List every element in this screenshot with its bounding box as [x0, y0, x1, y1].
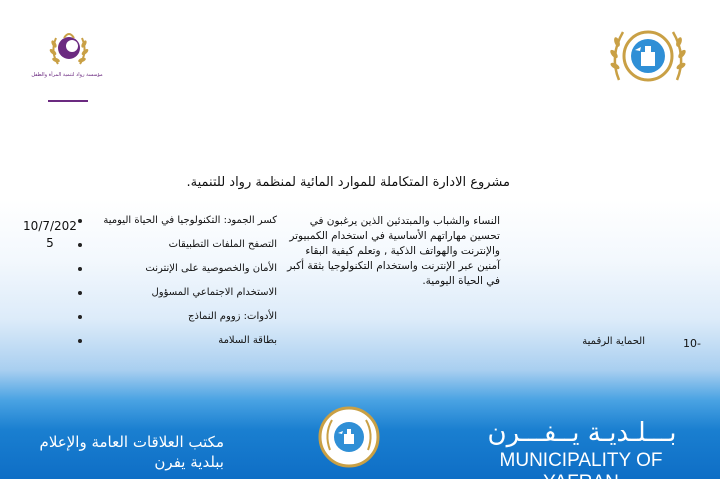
- municipality-seal-icon: [605, 20, 691, 96]
- bullet-icon: [78, 315, 82, 319]
- date-line-2: 5: [46, 236, 54, 250]
- office-line-2: ببلدية يفرن: [154, 453, 224, 471]
- item-number: 10-: [683, 337, 701, 350]
- list-item-text: بطاقة السلامة: [218, 335, 277, 346]
- paragraph-line: آمنين عبر الإنترنت واستخدام التكنولوجيا بثقة أكبر: [287, 260, 500, 272]
- paragraph-line: والإنترنت والهواتف الذكية , وتعلم كيفية البقاء: [305, 245, 500, 257]
- list-item: [84, 286, 279, 310]
- list-item: [84, 214, 279, 238]
- bullet-icon: [78, 243, 82, 247]
- list-item: [84, 238, 279, 262]
- bullet-icon: [78, 291, 82, 295]
- paragraph-line: النساء والشباب والمبتدئين الذين يرغبون في: [309, 215, 500, 227]
- list-item-text: الاستخدام الاجتماعي المسؤول: [151, 287, 277, 298]
- list-item: [84, 262, 279, 286]
- footer-seal-icon: [318, 406, 380, 468]
- municipality-name-arabic: بـــلـديـة يــفـــرن: [487, 418, 677, 448]
- session-date: [20, 218, 80, 252]
- organization-underline: [48, 100, 88, 102]
- item-label: الحماية الرقمية: [582, 336, 645, 347]
- list-item-text: الأدوات: زووم النماذج: [188, 311, 277, 322]
- list-item: [84, 310, 279, 334]
- list-item: [84, 334, 279, 358]
- municipality-name-english: MUNICIPALITY OF YAFRAN: [499, 450, 663, 493]
- list-item-text: الأمان والخصوصية على الإنترنت: [145, 263, 277, 274]
- bullet-icon: [78, 219, 82, 223]
- list-item-text: التصفح الملفات التطبيقات: [168, 239, 277, 250]
- target-audience-paragraph: [286, 214, 500, 289]
- paragraph-line: في الحياة اليومية.: [422, 275, 500, 287]
- bullet-icon: [78, 267, 82, 271]
- agenda-list: [84, 214, 279, 358]
- date-line-1: 10/7/202: [23, 219, 77, 233]
- bullet-icon: [78, 339, 82, 343]
- paragraph-line: تحسين مهاراتهم الأساسية في استخدام الكمبيوتر: [289, 230, 500, 242]
- list-item-text: كسر الجمود: التكنولوجيا في الحياة اليومية: [103, 215, 277, 226]
- office-line-1: مكتب العلاقات العامة والإعلام: [39, 433, 224, 451]
- office-caption: [24, 432, 224, 472]
- organization-caption: مؤسسة رواد لتنمية المرأة والطفل: [31, 72, 103, 78]
- project-headline: مشروع الادارة المتكاملة للموارد المائية لمنظمة رواد للتنمية.: [186, 175, 510, 190]
